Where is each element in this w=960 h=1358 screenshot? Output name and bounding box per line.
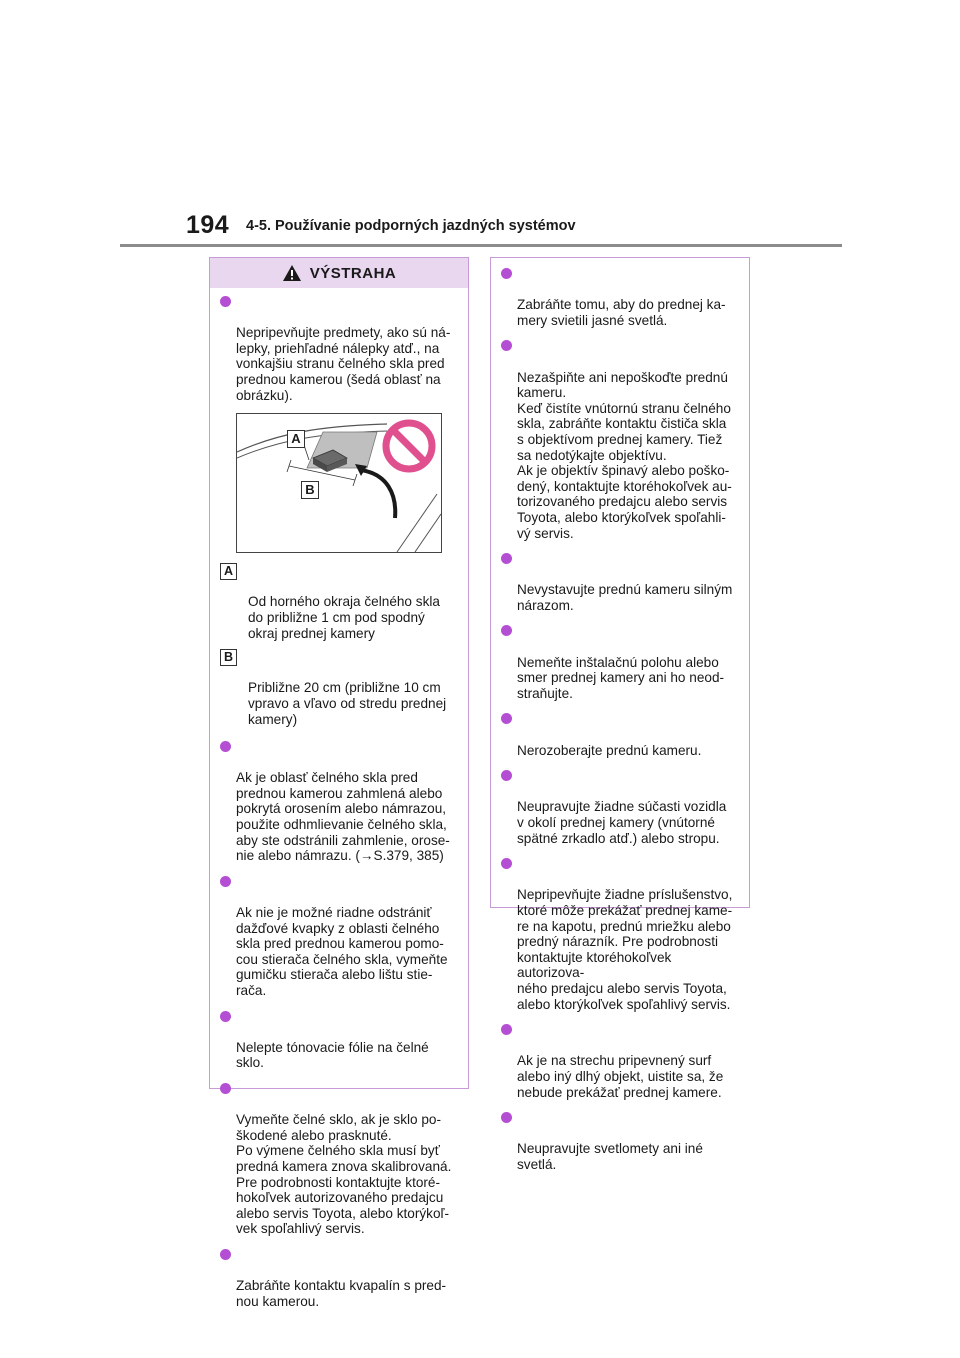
list-item (220, 739, 458, 864)
warning-triangle-icon (282, 264, 302, 282)
list-item (501, 1110, 739, 1172)
bullet-dot (501, 770, 512, 781)
bullet-text: Nezašpiňte ani nepoškoďte prednú kameru. Keď čistíte vnútornú stranu čelného skla, zabráňte kontaktu čističa skla s objektívom prednej kamery. Tiež sa nedotýkajte objektívu. Ak je objektív špinavý alebo poško- dený, kontaktujte ktoréhokoľvek au- torizovaného predajcu alebo servis Toyota, alebo ktorýkoľvek spoľahli- vý servis. (517, 369, 732, 541)
warning-title: VÝSTRAHA (309, 264, 397, 282)
callout-b (220, 649, 458, 727)
list-item (220, 294, 458, 403)
callout-text-b: Približne 20 cm (približne 10 cm vpravo a vľavo od stredu prednej kamery) (248, 680, 447, 727)
section-title: 4-5. Používanie podporných jazdných systémov (246, 218, 576, 234)
bullet-dot (220, 876, 231, 887)
bullet-dot (220, 741, 231, 752)
bullet-text: Nepripevňujte predmety, ako sú ná- lepky, priehľadné nálepky atď., na vonkajšiu stranu čelného skla pred prednou kamerou (šedá oblasť na obrázku). (236, 325, 451, 403)
list-item (501, 856, 739, 1012)
bullet-dot (501, 340, 512, 351)
list-item (220, 874, 458, 999)
bullet-dot (220, 296, 231, 307)
bullet-text: Ak je oblasť čelného skla pred prednou kamerou zahmlená alebo pokrytá orosením alebo námrazou, použite odhmlievanie čelného skla, aby ste odstránili zahmlenie, orose- nie alebo námrazu. (→S.379, 385) (236, 770, 450, 864)
prohibition-icon (386, 423, 432, 469)
camera-area-illustration (236, 413, 442, 553)
bullet-text: Vymeňte čelné sklo, ak je sklo po- škodené alebo prasknuté. Po výmene čelného skla musí byť predná kamera znova skalibrovaná. Pre podrobnosti kontaktujte ktoré- hokoľvek autorizovaného predajcu alebo servis Toyota, alebo ktorýkoľ- vek spoľahlivý servis. (236, 1112, 452, 1237)
bullet-dot (220, 1249, 231, 1260)
warning-box-left (209, 257, 469, 1309)
list-item (501, 551, 739, 613)
callout-text-a: Od horného okraja čelného skla do približne 1 cm pod spodný okraj prednej kamery (248, 594, 440, 641)
bullet-text: Neupravujte svetlomety ani iné svetlá. (517, 1141, 703, 1172)
list-item (501, 623, 739, 701)
list-item (220, 1247, 458, 1309)
callout-a (220, 563, 458, 641)
warning-header (210, 258, 468, 288)
warning-box-right (490, 257, 750, 1172)
header-rule (120, 244, 842, 247)
list-item (501, 266, 739, 328)
bullet-dot (501, 1112, 512, 1123)
bullet-text: Nemeňte inštalačnú polohu alebo smer prednej kamery ani ho neod- straňujte. (517, 654, 725, 701)
warning-content-right (491, 258, 749, 1172)
list-item (220, 1009, 458, 1071)
bullet-dot (220, 1083, 231, 1094)
warning-content-left (210, 288, 468, 1309)
bullet-text: Ak je na strechu pripevnený surf alebo iný dlhý objekt, uistite sa, že nebude prekážať prednej kamere. (517, 1053, 724, 1100)
callout-tag-a: A (220, 563, 237, 580)
bullet-dot (501, 713, 512, 724)
bullet-dot (501, 625, 512, 636)
windshield-diagram (237, 414, 441, 552)
list-item (501, 768, 739, 846)
bullet-dot (501, 1024, 512, 1035)
bullet-text: Nerozoberajte prednú kameru. (517, 742, 702, 758)
bullet-text: Nepripevňujte žiadne príslušenstvo, ktoré môže prekážať prednej kame- re na kapotu, prednú mriežku alebo predný nárazník. Pre podrobnosti kontaktujte ktoréhokoľvek autorizova- ného predajcu alebo servis Toyota, alebo ktorýkoľvek spoľahlivý servis. (517, 887, 733, 1012)
bullet-text: Nelepte tónovacie fólie na čelné sklo. (236, 1039, 429, 1071)
bullet-text: Zabráňte kontaktu kvapalín s pred- nou kamerou. (236, 1278, 447, 1309)
bullet-text: Neupravujte žiadne súčasti vozidla v okolí prednej kamery (vnútorné spätné zrkadlo atď.) alebo stropu. (517, 799, 727, 846)
bullet-dot (220, 1011, 231, 1022)
bullet-dot (501, 858, 512, 869)
callout-tag-b: B (220, 649, 237, 666)
bullet-dot (501, 553, 512, 564)
figure-label-b: B (301, 481, 319, 499)
bullet-text: Ak nie je možné riadne odstrániť dažďové kvapky z oblasti čelného skla pred prednou kamerou pomo- cou stierača čelného skla, vymeňte gumičku stierača alebo lištu stie- rača. (236, 905, 448, 998)
bullet-text: Zabráňte tomu, aby do prednej ka- mery svietili jasné svetlá. (517, 297, 726, 328)
list-item (220, 1081, 458, 1237)
list-item (501, 1022, 739, 1100)
bullet-text: Nevystavujte prednú kameru silným nárazom. (517, 582, 733, 613)
bullet-dot (501, 268, 512, 279)
figure-label-a: A (287, 430, 305, 448)
page-number: 194 (186, 211, 230, 239)
list-item (501, 338, 739, 541)
list-item (501, 711, 739, 758)
